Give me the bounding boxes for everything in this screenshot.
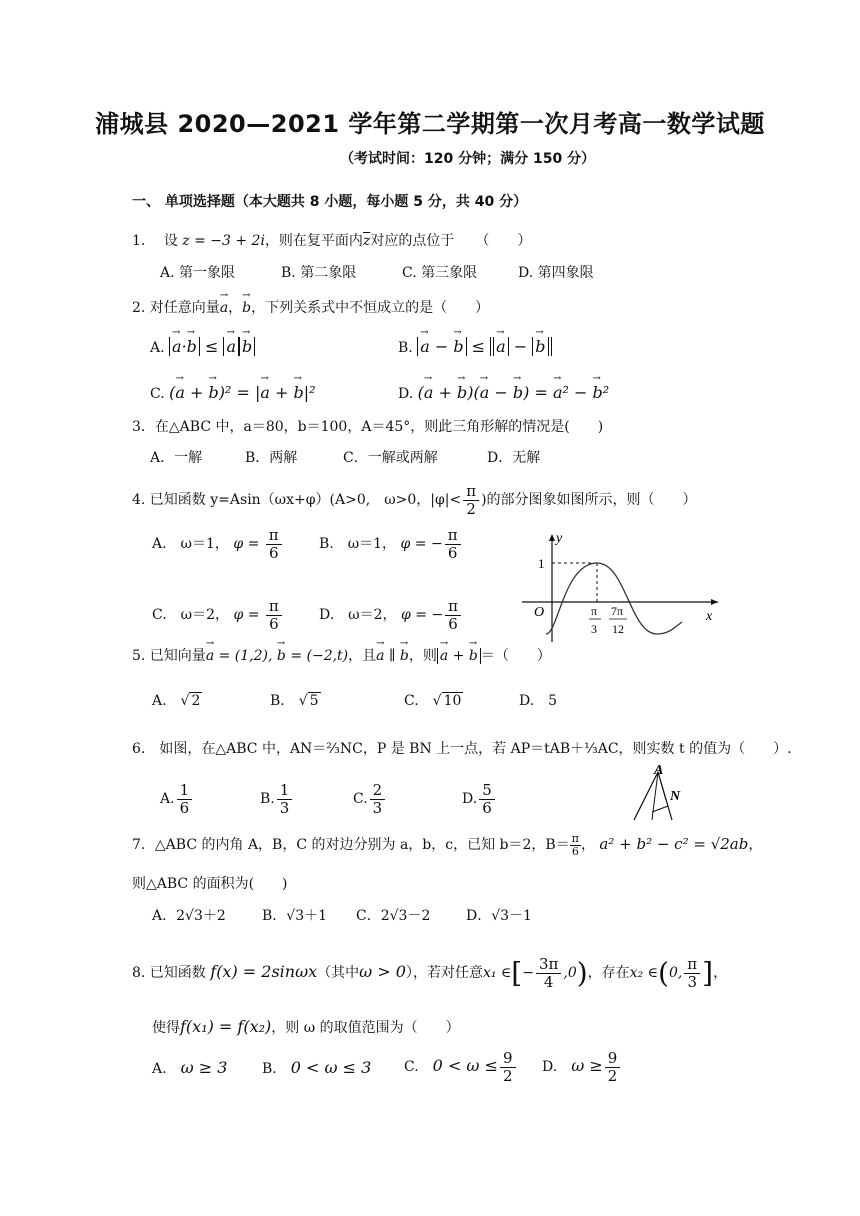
q1-option-c: C. 第三象限 [402, 265, 478, 281]
question-6: 6. 如图，在△ABC 中，AN＝⅔NC，P 是 BN 上一点，若 AP＝tAB＋⅓AC，则实数 t 的值为（ ）. [132, 741, 792, 757]
q7-option-a: A．2√3＋2 [152, 908, 226, 924]
q1-option-b: B. 第二象限 [281, 265, 357, 281]
question-2: 2. 对任意向量→ a，→ b，下列关系式中不恒成立的是（ ） [132, 297, 489, 317]
q5-option-a: A. √ 2 [152, 693, 201, 709]
q8-option-a: A. ω ≥ 3 [152, 1058, 228, 1077]
q2-option-d: D. (→ a + → b)(→ a − → b) = → a² − → b² [398, 383, 609, 402]
q4-option-c: C. ω＝2， φ = $\frac{\pi}{6}$ [152, 598, 284, 632]
q1-option-d: D. 第四象限 [518, 265, 594, 281]
q5-option-d: D. 5 [519, 693, 558, 709]
q8-option-b: B. 0 < ω ≤ 3 [262, 1058, 372, 1077]
q3-option-c: C．一解或两解 [343, 450, 438, 466]
y-axis-arrow [549, 534, 555, 541]
x-axis-arrow [711, 599, 718, 605]
q8-option-c: C. 0 < ω ≤ $\frac{9}{2}$ [404, 1050, 518, 1084]
question-8: 8. 已知函数 f(x) = 2sinωx（其中ω > 0），若对任意x₁ ∈[− $\frac{3\pi}{4}$ ,0)，存在x₂ ∈(0, $\frac{\pi}{3}$ ]， [132, 955, 728, 991]
q6-option-a: A. $\frac{1}{6}$ [160, 782, 194, 816]
tick1-numerator: π [591, 604, 598, 618]
question-7-line-2: 则△ABC 的面积为( ) [132, 876, 288, 892]
q4-option-b: B. ω＝1， φ = − $\frac{\pi}{6}$ [319, 527, 463, 561]
q5-option-c: C. √ 10 [404, 693, 462, 709]
q7-option-c: C．2√3－2 [356, 908, 431, 924]
question-7: 7．△ABC 的内角 A，B，C 的对边分别为 a，b，c，已知 b＝2，B＝ $\frac{\pi}{6}$ ， a² + b² − c² = √2ab， [132, 832, 763, 858]
q7-option-b: B．√3＋1 [262, 908, 328, 924]
q3-option-d: D．无解 [487, 450, 541, 466]
tick2-denominator: 12 [612, 622, 624, 636]
vertex-a-label: A [654, 763, 664, 778]
q6-triangle-figure [628, 760, 688, 822]
exam-subtitle: （考试时间：120 分钟；满分 150 分） [340, 151, 596, 167]
q4-option-a: A. ω＝1， φ = $\frac{\pi}{6}$ [152, 527, 284, 561]
y-axis-label: y [556, 531, 563, 546]
x-axis-label: x [706, 609, 713, 624]
q2-option-c: C. (→ a + → b)² = |→ a + → b|² [150, 383, 316, 402]
question-1: 1. 设 z = −3 + 2i，则在复平面内$\overline{z}$对应的点位于 （ ） [132, 233, 532, 249]
question-8-line-2: 使得f(x₁) = f(x₂)，则 ω 的取值范围为（ ） [152, 1017, 460, 1036]
q5-option-b: B. √ 5 [270, 693, 319, 709]
q3-option-b: B．两解 [245, 450, 298, 466]
question-3: 3．在△ABC 中，a＝80，b＝100，A＝45°，则此三角形解的情况是( ) [132, 419, 604, 435]
tick1-denominator: 3 [591, 622, 597, 636]
origin-label: O [534, 605, 545, 620]
tick2-numerator: 7π [611, 604, 624, 618]
q6-option-c: C. $\frac{2}{3}$ [353, 782, 387, 816]
q4-sine-graph [518, 530, 724, 646]
q1-option-a: A. 第一象限 [160, 265, 236, 281]
section-heading: 一、 单项选择题（本大题共 8 小题，每小题 5 分，共 40 分） [132, 194, 528, 210]
ymax-label: 1 [538, 556, 545, 571]
exam-title: 浦城县 2020—2021 学年第二学期第一次月考高一数学试题 [95, 110, 765, 138]
point-n-label: N [670, 789, 681, 804]
q2-option-a: A. → a·→ b ≤ → a → b [150, 337, 255, 356]
q6-option-d: D. $\frac{5}{6}$ [462, 782, 497, 816]
q4-option-d: D. ω＝2， φ = − $\frac{\pi}{6}$ [319, 598, 463, 632]
q7-option-d: D．√3－1 [466, 908, 532, 924]
question-5: 5. 已知向量→ a = (1,2), → b = (−2,t)，且→ a ∥ → b，则 → a + → b ＝（ ） [132, 645, 551, 665]
question-4: 4. 已知函数 y=Asin（ωx+φ）(A>0, ω>0，|φ|< $\frac{\pi}{2}$ )的部分图象如图所示，则（ ） [132, 482, 697, 518]
q6-option-b: B. $\frac{1}{3}$ [260, 782, 294, 816]
q2-option-b: B. → a − → b ≤ → a − → b [398, 337, 552, 356]
q3-option-a: A．一解 [150, 450, 203, 466]
q8-option-d: D. ω ≥ $\frac{9}{2}$ [542, 1050, 622, 1084]
